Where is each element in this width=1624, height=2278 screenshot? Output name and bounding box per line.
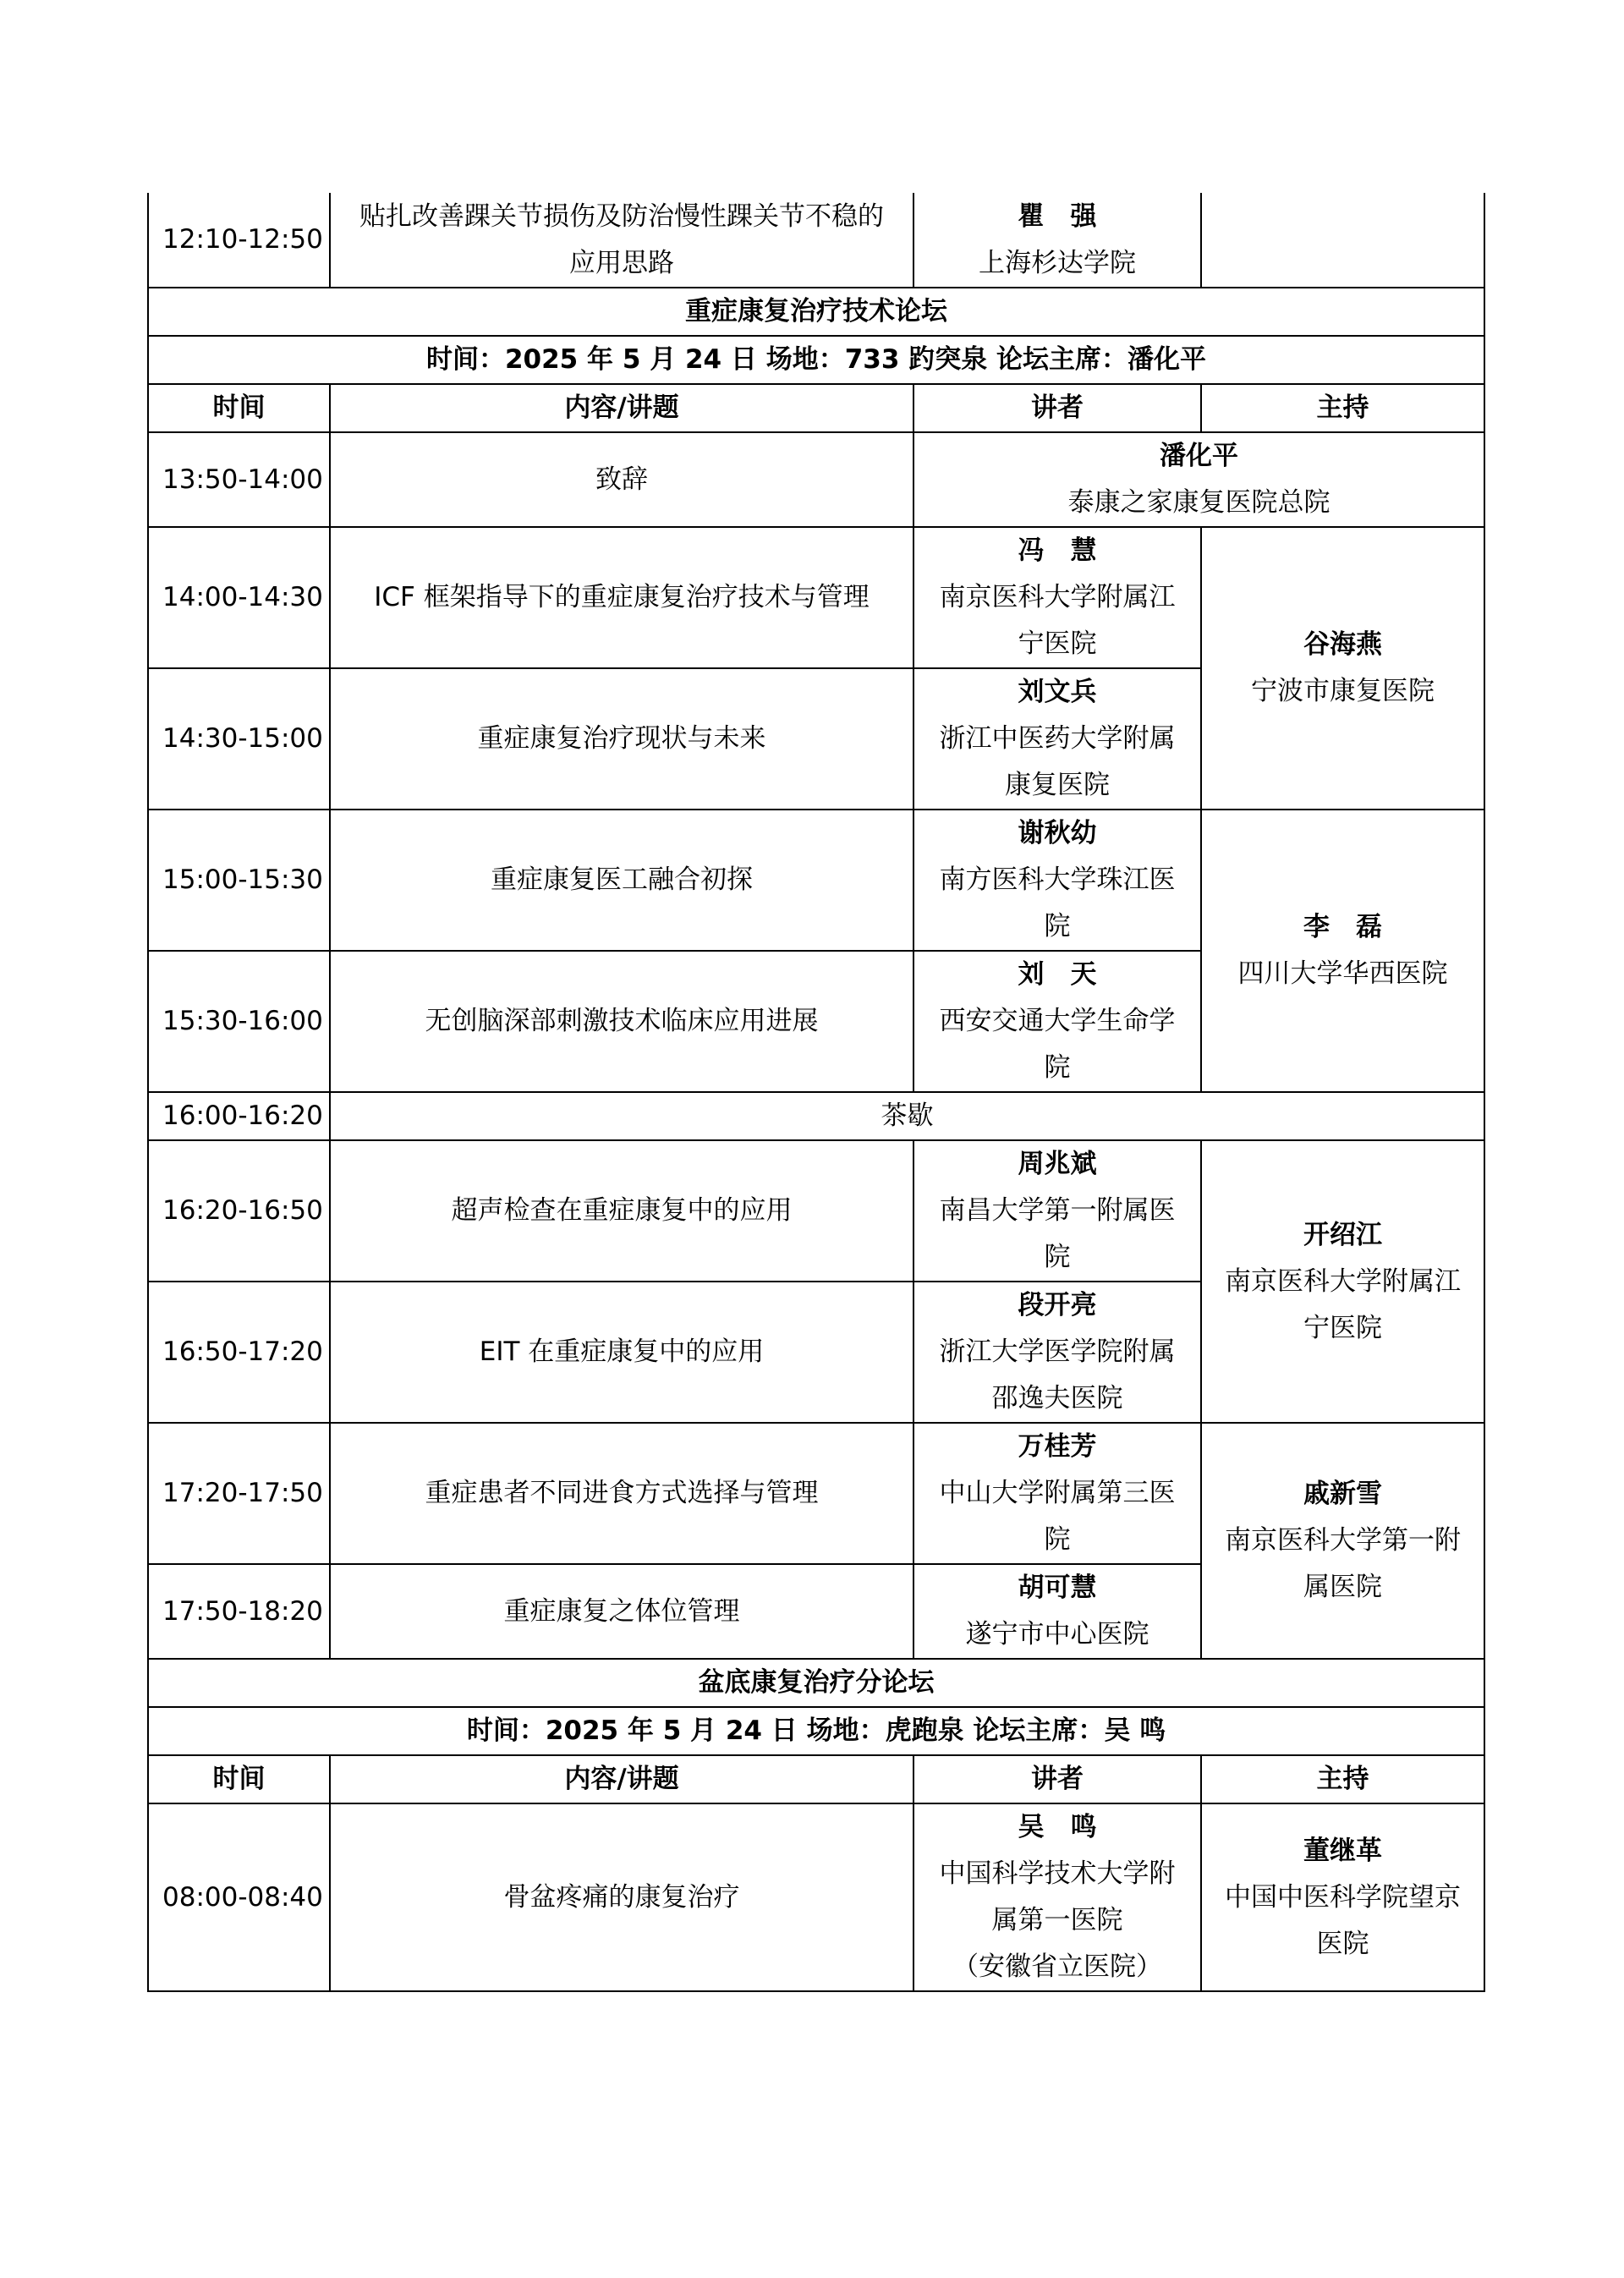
- forum-info: 时间：2025 年 5 月 24 日 场地：733 趵突泉 论坛主席：潘化平: [148, 336, 1484, 384]
- table-row: [148, 193, 1484, 288]
- speaker-cell: [914, 1803, 1201, 1991]
- time-cell: 12:10-12:50: [148, 193, 330, 288]
- speaker-name: 刘文兵: [1018, 677, 1097, 707]
- speaker-org: 康复医院: [1005, 770, 1110, 800]
- host-cell: [1201, 1803, 1484, 1991]
- header-host: 主持: [1201, 384, 1484, 432]
- speaker-org: 院: [1044, 1524, 1071, 1555]
- speaker-org: （安徽省立医院）: [952, 1951, 1162, 1982]
- topic-cell: 无创脑深部刺激技术临床应用进展: [330, 951, 914, 1092]
- topic-cell: [330, 193, 914, 288]
- host-cell: [1201, 1140, 1484, 1423]
- host-org: 医院: [1316, 1928, 1369, 1959]
- topic-cell: ICF 框架指导下的重症康复治疗技术与管理: [330, 527, 914, 668]
- break-row: [148, 1092, 1484, 1140]
- topic-cell: 重症患者不同进食方式选择与管理: [330, 1423, 914, 1564]
- speaker-name: 潘化平: [1160, 441, 1238, 471]
- host-cell: [1201, 1423, 1484, 1659]
- header-speaker: 讲者: [914, 1755, 1201, 1803]
- header-row: [148, 1755, 1484, 1803]
- host-org: 宁医院: [1303, 1312, 1382, 1343]
- topic-cell: 重症康复之体位管理: [330, 1564, 914, 1659]
- table-row: [148, 1423, 1484, 1564]
- host-name: 开绍江: [1303, 1219, 1382, 1250]
- speaker-org: 南京医科大学附属江: [939, 582, 1176, 612]
- header-speaker: 讲者: [914, 384, 1201, 432]
- topic-cell: EIT 在重症康复中的应用: [330, 1282, 914, 1423]
- speaker-name: 冯 慧: [1018, 535, 1097, 566]
- speaker-cell: [914, 1564, 1201, 1659]
- table-row: [148, 1140, 1484, 1282]
- time-cell: 13:50-14:00: [148, 432, 330, 527]
- speaker-cell: [914, 193, 1201, 288]
- time-cell: 08:00-08:40: [148, 1803, 330, 1991]
- topic-line: 贴扎改善踝关节损伤及防治慢性踝关节不稳的: [359, 200, 884, 232]
- header-topic: 内容/讲题: [330, 384, 914, 432]
- speaker-name: 吴 鸣: [1018, 1812, 1097, 1842]
- table-row: [148, 527, 1484, 668]
- speaker-cell: [914, 1282, 1201, 1423]
- time-cell: 16:20-16:50: [148, 1140, 330, 1282]
- host-name: 谷海燕: [1303, 629, 1382, 660]
- speaker-name: 段开亮: [1018, 1290, 1097, 1320]
- host-org: 属医院: [1303, 1572, 1382, 1602]
- speaker-org: 西安交通大学生命学: [939, 1006, 1176, 1036]
- speaker-name: 瞿 强: [1018, 200, 1097, 232]
- topic-cell: 超声检查在重症康复中的应用: [330, 1140, 914, 1282]
- speaker-org: 上海杉达学院: [979, 247, 1136, 278]
- header-topic: 内容/讲题: [330, 1755, 914, 1803]
- speaker-cell: [914, 951, 1201, 1092]
- speaker-org: 院: [1044, 1052, 1071, 1083]
- topic-cell: 致辞: [330, 432, 914, 527]
- host-org: 南京医科大学附属江: [1225, 1265, 1461, 1297]
- speaker-name: 刘 天: [1018, 959, 1097, 990]
- host-cell: [1201, 810, 1484, 1092]
- table-row: [148, 432, 1484, 527]
- speaker-name: 胡可慧: [1018, 1573, 1097, 1603]
- speaker-org: 院: [1044, 911, 1071, 941]
- header-time: 时间: [148, 1755, 330, 1803]
- topic-cell: 骨盆疼痛的康复治疗: [330, 1803, 914, 1991]
- host-name: 李 磊: [1303, 912, 1382, 942]
- host-cell: [1201, 193, 1484, 288]
- host-org: 南京医科大学第一附: [1225, 1525, 1461, 1556]
- speaker-cell: [914, 1140, 1201, 1282]
- time-cell: 15:00-15:30: [148, 810, 330, 951]
- host-org: 中国中医科学院望京: [1225, 1881, 1461, 1913]
- table-row: [148, 1803, 1484, 1991]
- speaker-org: 浙江中医药大学附属: [939, 723, 1176, 754]
- topic-cell: 重症康复治疗现状与未来: [330, 668, 914, 810]
- speaker-name: 周兆斌: [1018, 1149, 1097, 1179]
- time-cell: 14:30-15:00: [148, 668, 330, 810]
- table-row: [148, 810, 1484, 951]
- time-cell: 16:00-16:20: [148, 1092, 330, 1140]
- speaker-org: 南方医科大学珠江医: [939, 865, 1176, 895]
- host-name: 戚新雪: [1303, 1479, 1382, 1509]
- speaker-org: 属第一医院: [991, 1905, 1123, 1935]
- time-cell: 17:50-18:20: [148, 1564, 330, 1659]
- speaker-cell: [914, 810, 1201, 951]
- topic-cell: 重症康复医工融合初探: [330, 810, 914, 951]
- schedule-table: [147, 193, 1485, 1992]
- time-cell: 17:20-17:50: [148, 1423, 330, 1564]
- speaker-org: 院: [1044, 1242, 1071, 1272]
- time-cell: 16:50-17:20: [148, 1282, 330, 1423]
- speaker-org: 宁医院: [1018, 629, 1097, 659]
- host-org: 四川大学华西医院: [1237, 958, 1448, 989]
- forum-title: 盆底康复治疗分论坛: [148, 1659, 1484, 1707]
- speaker-org: 邵逸夫医院: [991, 1383, 1123, 1413]
- speaker-org: 浙江大学医学院附属: [939, 1337, 1176, 1367]
- speaker-org: 中国科学技术大学附: [939, 1858, 1176, 1889]
- header-host: 主持: [1201, 1755, 1484, 1803]
- speaker-cell: [914, 432, 1484, 527]
- topic-line: 应用思路: [569, 247, 674, 278]
- speaker-org: 遂宁市中心医院: [965, 1619, 1149, 1649]
- speaker-org: 泰康之家康复医院总院: [1067, 487, 1330, 518]
- forum-info-row: [148, 336, 1484, 384]
- speaker-name: 万桂芳: [1018, 1431, 1097, 1462]
- speaker-org: 南昌大学第一附属医: [939, 1195, 1176, 1226]
- forum-title: 重症康复治疗技术论坛: [148, 288, 1484, 336]
- header-time: 时间: [148, 384, 330, 432]
- host-org: 宁波市康复医院: [1251, 676, 1435, 706]
- speaker-name: 谢秋幼: [1018, 818, 1097, 848]
- forum-title-row: [148, 1659, 1484, 1707]
- speaker-cell: [914, 527, 1201, 668]
- header-row: [148, 384, 1484, 432]
- time-cell: 14:00-14:30: [148, 527, 330, 668]
- break-label: 茶歇: [330, 1092, 1484, 1140]
- speaker-org: 中山大学附属第三医: [939, 1478, 1176, 1508]
- forum-title-row: [148, 288, 1484, 336]
- time-cell: 15:30-16:00: [148, 951, 330, 1092]
- speaker-cell: [914, 1423, 1201, 1564]
- speaker-cell: [914, 668, 1201, 810]
- forum-info-row: [148, 1707, 1484, 1755]
- host-name: 董继革: [1303, 1835, 1382, 1866]
- forum-info: 时间：2025 年 5 月 24 日 场地：虎跑泉 论坛主席：吴 鸣: [148, 1707, 1484, 1755]
- host-cell: [1201, 527, 1484, 810]
